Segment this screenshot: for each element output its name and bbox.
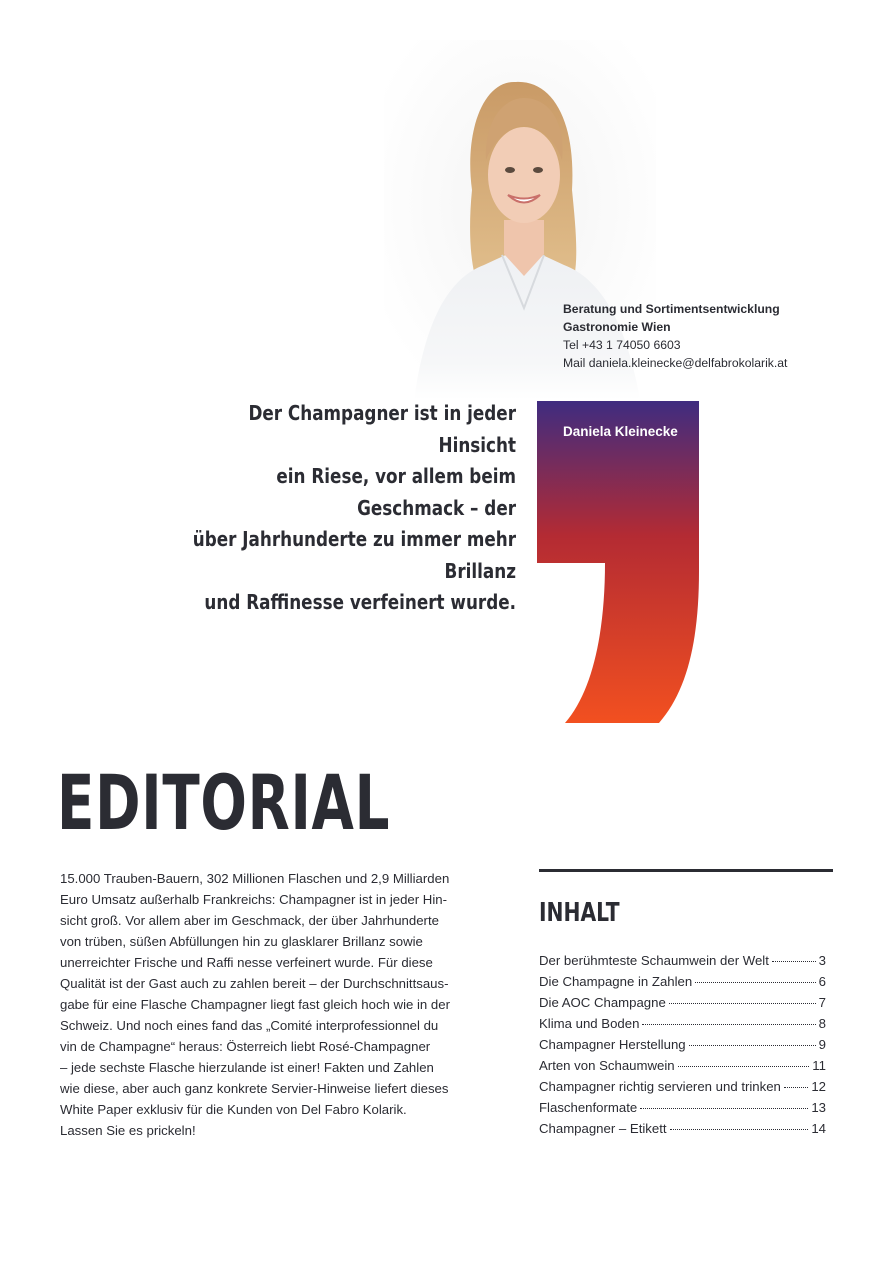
body-line: Qualität ist der Gast auch zu zahlen bereit – der Durchschnittsaus- [60,976,449,991]
toc-divider [539,869,833,872]
toc-item-label: Champagner Herstellung [539,1037,686,1052]
toc-item-page: 14 [811,1121,826,1136]
person-name: Daniela Kleinecke [563,424,678,439]
toc-item[interactable] [539,971,826,992]
body-line: unerreichter Frische und Raffi nesse verfeinert wurde. Für diese [60,955,433,970]
toc-item-label: Flaschenformate [539,1100,638,1115]
toc-item-label: Die Champagne in Zahlen [539,974,693,989]
pull-quote [167,398,516,619]
contact-phone: Tel +43 1 74050 6603 [563,338,681,352]
body-line: White Paper exklusiv für die Kunden von Del Fabro Kolarik. [60,1102,407,1117]
toc-item-label: Champagner – Etikett [539,1121,667,1136]
toc-item[interactable] [539,1097,826,1118]
toc-item[interactable] [539,950,826,971]
body-line: sicht groß. Vor allem aber im Geschmack, der über Jahrhunderte [60,913,439,928]
quote-line: und Raffinesse verfeinert wurde. [204,590,517,614]
toc-item-label: Die AOC Champagne [539,995,666,1010]
toc-item-page: 8 [818,1016,826,1031]
toc-item-page: 11 [812,1058,826,1073]
editorial-body [60,868,458,1141]
editorial-heading: EDITORIAL [57,758,391,847]
toc-leader-dots [784,1087,808,1088]
body-line: gabe für eine Flasche Champagner liegt fast gleich hoch wie in der [60,997,450,1012]
comma-graphic [537,401,699,723]
toc-leader-dots [670,1129,809,1130]
toc-item-page: 7 [818,995,826,1010]
body-line: von trüben, süßen Abfüllungen hin zu glasklarer Brillanz sowie [60,934,423,949]
toc-title: INHALT [539,898,620,928]
body-line: Lassen Sie es prickeln! [60,1123,196,1138]
contact-email: Mail daniela.kleinecke@delfabrokolarik.at [563,356,788,370]
body-line: Schweiz. Und noch eines fand das „Comité interprofessionnel du [60,1018,439,1033]
body-line: wie diese, aber auch ganz konkrete Servier-Hinweise liefert dieses [60,1081,449,1096]
toc-item-page: 3 [818,953,826,968]
toc-item-page: 12 [811,1079,826,1094]
toc-item-label: Arten von Schaumwein [539,1058,675,1073]
toc-item-page: 9 [818,1037,826,1052]
toc-item[interactable] [539,1013,826,1034]
toc-item-label: Der berühmteste Schaumwein der Welt [539,953,769,968]
body-line: – jede sechste Flasche hierzulande ist einer! Fakten und Zahlen [60,1060,434,1075]
toc-leader-dots [678,1066,810,1067]
contact-role: Beratung und Sortimentsentwicklung [563,302,780,316]
toc-leader-dots [640,1108,808,1109]
body-line: 15.000 Trauben-Bauern, 302 Millionen Flaschen und 2,9 Milliarden [60,871,450,886]
toc-item[interactable] [539,1034,826,1055]
quote-line: über Jahrhunderte zu immer mehr Brillanz [192,527,516,583]
toc-item[interactable] [539,1076,826,1097]
body-line: Euro Umsatz außerhalb Frankreichs: Champagner ist in jeder Hin- [60,892,447,907]
toc-item-page: 13 [811,1100,826,1115]
toc-item[interactable] [539,1055,826,1076]
contact-block [563,300,787,372]
toc-leader-dots [772,961,816,962]
toc-item-page: 6 [818,974,826,989]
contact-department: Gastronomie Wien [563,320,671,334]
toc-item[interactable] [539,1118,826,1139]
toc-item-label: Champagner richtig servieren und trinken [539,1079,781,1094]
quote-line: Der Champagner ist in jeder Hinsicht [248,401,516,457]
toc-leader-dots [695,982,815,983]
toc-leader-dots [642,1024,815,1025]
toc-item-label: Klima und Boden [539,1016,640,1031]
toc-leader-dots [669,1003,816,1004]
table-of-contents [539,950,826,1139]
body-line: vin de Champagne“ heraus: Österreich liebt Rosé-Champagner [60,1039,431,1054]
toc-leader-dots [689,1045,816,1046]
quote-line: ein Riese, vor allem beim Geschmack – der [276,464,516,520]
toc-item[interactable] [539,992,826,1013]
